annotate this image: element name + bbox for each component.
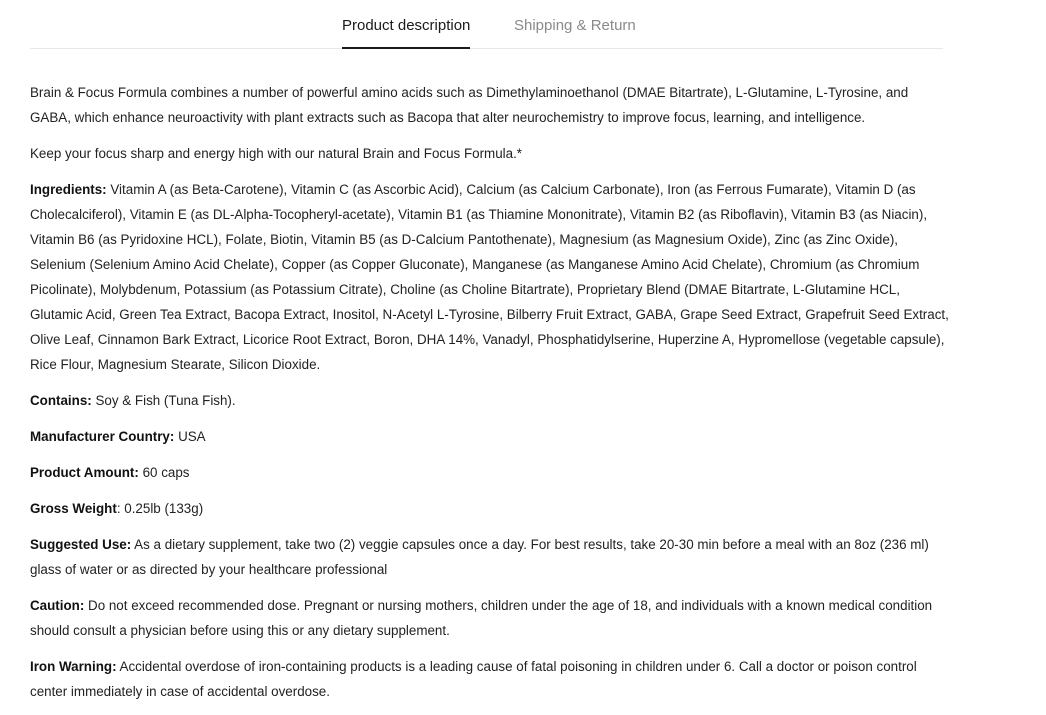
iron-warning-value: Accidental overdose of iron-containing products is a leading cause of fatal poisoning in children under 6. Call a doctor or poison control center immediately in case of accidental overdose. <box>30 659 917 699</box>
tagline-paragraph: Keep your focus sharp and energy high with our natural Brain and Focus Formula.* <box>30 146 523 161</box>
suggested-use-paragraph <box>30 532 950 582</box>
contains-paragraph <box>30 388 950 413</box>
weight-paragraph <box>30 496 950 521</box>
product-tabs <box>30 0 943 49</box>
caution-value: Do not exceed recommended dose. Pregnant or nursing mothers, children under the age of 18, and individuals with a known medical condition should consult a physician before using this or any dietary supplement. <box>30 598 933 638</box>
intro-paragraph: Brain & Focus Formula combines a number of powerful amino acids such as Dimethylaminoethanol (DMAE Bitartrate), L-Glutamine, L-Tyrosine, and GABA, which enhance neuroactivity with plant extracts such as Bacopa that alter neurochemistry to improve focus, learning, and intelligence. <box>30 85 909 125</box>
suggested-use-value: As a dietary supplement, take two (2) veggie capsules once a day. For best results, take 20-30 min before a meal with an 8oz (236 ml) glass of water or as directed by your healthcare professional <box>30 537 929 577</box>
suggested-use-label: Suggested Use: <box>30 537 132 552</box>
product-description-panel <box>30 80 950 715</box>
iron-warning-paragraph <box>30 654 950 704</box>
caution-label: Caution: <box>30 598 85 613</box>
tab-product-description[interactable]: Product description <box>342 16 470 49</box>
weight-value: : 0.25lb (133g) <box>116 501 204 516</box>
weight-label: Gross Weight <box>30 501 117 516</box>
ingredients-value: Vitamin A (as Beta-Carotene), Vitamin C (as Ascorbic Acid), Calcium (as Calcium Carbonate), Iron (as Ferrous Fumarate), Vitamin D (as Cholecalciferol), Vitamin E (as DL-Alpha-Tocopheryl-acetate), Vitamin B1 (as Thiamine Mononitrate), Vitamin B2 (as Riboflavin), Vitamin B3 (as Niacin), Vitamin B6 (as Pyridoxine HCL), Folate, Biotin, Vitamin B5 (as D-Calcium Pantothenate), Magnesium (as Magnesium Oxide), Zinc (as Zinc Oxide), Selenium (Selenium Amino Acid Chelate), Copper (as Copper Gluconate), Manganese (as Manganese Amino Acid Chelate), Chromium (as Chromium Picolinate), Molybdenum, Potassium (as Potassium Citrate), Choline (as Choline Bitartrate), Proprietary Blend (DMAE Bitartrate, L-Glutamine HCL, Glutamic Acid, Green Tea Extract, Bacopa Extract, Inositol, N-Acetyl L-Tyrosine, Bilberry Fruit Extract, GABA, Grape Seed Extract, Grapefruit Seed Extract, Olive Leaf, Cinnamon Bark Extract, Licorice Root Extract, Boron, DHA 14%, Vanadyl, Phosphatidylserine, Huperzine A, Hypromellose (vegetable capsule), Rice Flour, Magnesium Stearate, Silicon Dioxide. <box>30 182 949 372</box>
country-label: Manufacturer Country: <box>30 429 175 444</box>
contains-label: Contains: <box>30 393 92 408</box>
amount-paragraph <box>30 460 950 485</box>
amount-label: Product Amount: <box>30 465 139 480</box>
ingredients-label: Ingredients: <box>30 182 107 197</box>
country-paragraph <box>30 424 950 449</box>
contains-value: Soy & Fish (Tuna Fish). <box>91 393 236 408</box>
country-value: USA <box>174 429 206 444</box>
tab-shipping-return[interactable]: Shipping & Return <box>514 17 636 34</box>
caution-paragraph <box>30 593 950 643</box>
iron-warning-label: Iron Warning: <box>30 659 117 674</box>
ingredients-paragraph <box>30 177 950 377</box>
amount-value: 60 caps <box>138 465 190 480</box>
